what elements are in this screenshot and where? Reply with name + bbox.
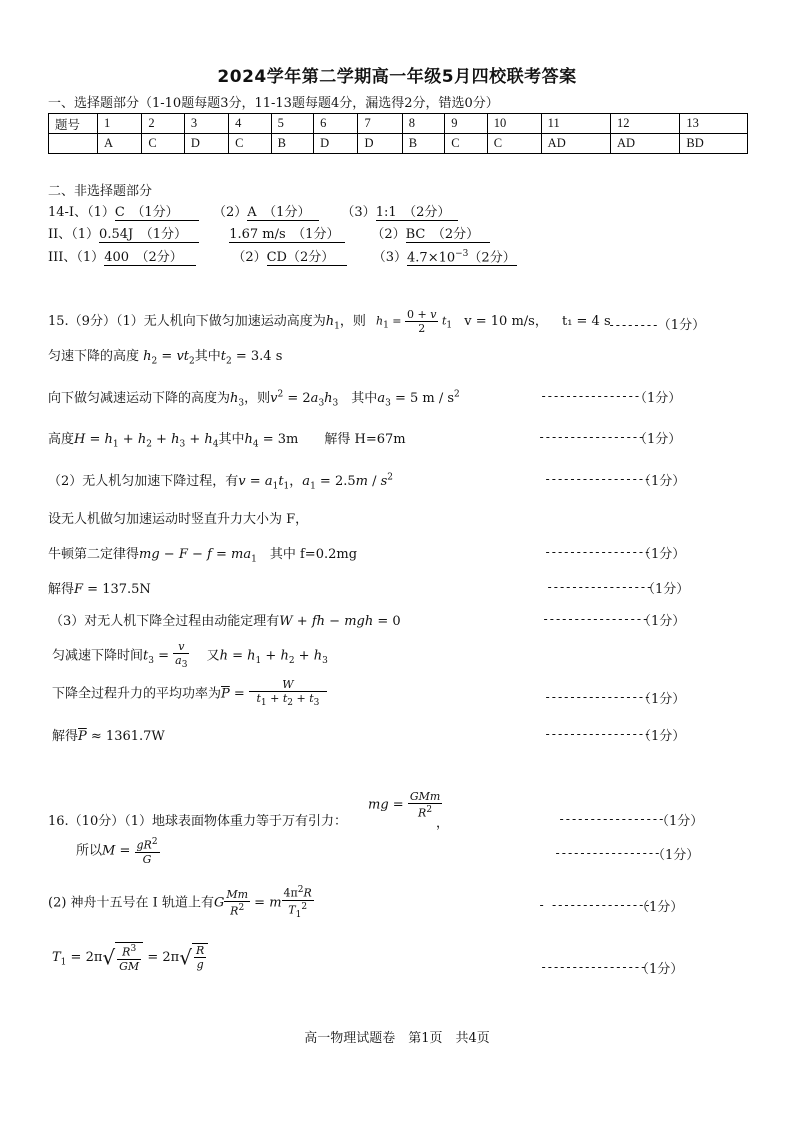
q15-line-12: 解得$\overline{P} \approx 1361.7W$ [52,729,165,744]
q14-3-line [48,246,517,266]
table-cell: 8 [402,114,444,134]
q14-3-label-3: （3） [372,250,408,265]
q14-2-answer-2: 1.67 m/s （1分） [229,228,345,243]
table-cell: 3 [184,114,228,134]
q16-formula-1: mg = $\frac{\text{GMm}}{R^2}$ [368,790,441,820]
q16-dash-3: - ---------------- [538,898,651,912]
q14-2-label-3: （2） [371,227,406,242]
q14-2-line [48,223,490,243]
q16-points-2: （1分） [652,848,700,863]
q16-line-2: 所以M = $\frac{gR^2}{G}$ [76,837,158,866]
table-cell: 10 [487,114,541,134]
answer-table [48,113,748,154]
q15-points-4: （1分） [634,432,682,447]
q15-dash-4: ----------------- [538,430,644,444]
q15-dash-8: ----------------- [546,580,652,594]
q14-3-label-2: （2） [232,250,267,265]
section2-heading: 二、非选择题部分 [48,184,153,199]
q15-dash-11: ----------------- [544,690,650,704]
q14-1-label-3: （3） [341,205,376,220]
q15-dash-5: ----------------- [544,472,650,486]
q14-2-answer-1: 0.54J （1分） [99,228,199,243]
q14-1-line [48,201,458,221]
section1-heading: 一、选择题部分（1-10题每题3分，11-13题每题4分，漏选得2分，错选0分） [48,96,499,111]
q15-line-6: 设无人机做匀加速运动时竖直升力大小为 F， [48,512,309,527]
q15-points-11: （1分） [638,692,686,707]
q15-line-4: 高度$H = h_1 + h_2 + h_3 + h_4$其中$h_4 = 3m$ 解得 H=67m [48,432,406,450]
q16-line-1: 16.（10分）（1）地球表面物体重力等于万有引力： [48,814,347,829]
q16-line-3: (2) 神舟十五号在 I 轨道上有G $\frac{Mm}{R^2}$ = m $\frac{4\pi^2R}{T_1^2}$ [48,885,312,920]
q14-1-label-2: （2） [212,205,248,220]
q14-1-answer-1: C （1分） [115,206,199,221]
q16-points-3: （1分） [636,900,684,915]
table-cell: B [402,134,444,154]
q15-points-9: （1分） [638,614,686,629]
table-cell: 7 [358,114,402,134]
page-title: 2024学年第二学期高一年级5月四校联考答案 [217,67,577,87]
table-row-answers [49,134,748,154]
table-cell: 12 [611,114,680,134]
q15-line-11: 下降全过程升力的平均功率为$\overline{P}$ = $\frac{W}{t_1 + t_2 + t_3}$ [52,678,327,710]
q15-line-8: 解得F = 137.5N [48,582,151,597]
table-cell: AD [541,134,610,154]
table-cell: 6 [314,114,358,134]
q15-dash-1: --------（1分） [608,318,706,333]
q15-dash-7: ----------------- [544,545,650,559]
q14-2-answer-3: BC （2分） [406,228,490,243]
q14-1-answer-2: A （1分） [247,206,319,221]
q15-line-5: （2）无人机匀加速下降过程，有$v = a_1t_1$，$a_1 = 2.5m / s^2$ [48,472,394,492]
table-cell: B [271,134,313,154]
table-cell: D [184,134,228,154]
table-cell: D [358,134,402,154]
q14-1-answer-3: 1:1 （2分） [376,206,458,221]
q15-line-1: 15.（9分）（1）无人机向下做匀加速运动高度为$h_1$，则 $h_1$ = $\frac{0 + v}{2}$ $t_1$ v = 10 m/s， t₁ = 4 s [48,308,611,335]
table-row-numbers [49,114,748,134]
table-cell: C [229,134,271,154]
q15-points-3: （1分） [634,391,682,406]
q15-line-10: 匀减速下降时间$t_3$ = $\frac{v}{a_3}$ 又$h = h_1 + h_2 + h_3$ [52,640,328,671]
q14-3-answer-2: CD（2分） [267,251,347,266]
table-cell: 5 [271,114,313,134]
table-cell: A [98,134,142,154]
page-footer: 高一物理试题卷 第1页 共4页 [304,1031,490,1046]
q15-points-5: （1分） [638,474,686,489]
q16-comma: ， [436,816,450,831]
q16-dash-4: ----------------- [540,960,646,974]
table-cell: 1 [98,114,142,134]
q15-dash-9: ----------------- [542,612,648,626]
table-cell: 2 [142,114,184,134]
table-cell: C [487,134,541,154]
q15-formula-h1: $h_1$ = $\frac{0 + v}{2}$ $t_1$ [375,308,453,335]
q15-dash-12: ----------------- [544,727,650,741]
table-cell: 9 [445,114,487,134]
q16-dash-1: ----------------- [558,812,664,826]
q14-3-answer-1: 400 （2分） [104,251,196,266]
q15-points-8: （1分） [642,582,690,597]
table-header-cell: 题号 [49,114,98,134]
q15-line-7: 牛顿第二定律得mg − $F - f = ma_1$ 其中 f=0.2mg [48,547,358,565]
table-cell: BD [680,134,748,154]
q16-points-1: （1分） [656,814,704,829]
q15-line-9: （3）对无人机下降全过程由动能定理有W + fh − mgh = 0 [50,614,401,629]
q15-line-2: 匀速下降的高度 $h_2 = vt_2$其中$t_2 = 3.4$ s [48,349,283,367]
table-cell: 4 [229,114,271,134]
table-cell: C [445,134,487,154]
q14-2-prefix: II、（1） [48,227,100,242]
table-cell: D [314,134,358,154]
q14-1-prefix: 14-I、（1） [48,205,115,220]
q15-dash-3: ---------------- [540,389,640,403]
table-cell: C [142,134,184,154]
q16-points-4: （1分） [636,962,684,977]
table-header-cell-empty [49,134,98,154]
q15-points-12: （1分） [638,729,686,744]
table-cell: 11 [541,114,610,134]
q16-line-4: $T_1 = 2\pi√$ $\frac{R^3}{GM}$ = 2π√ $\frac{R}{g}$ [52,942,208,973]
table-cell: AD [611,134,680,154]
q15-points-7: （1分） [638,547,686,562]
q14-3-prefix: III、（1） [48,250,105,265]
q16-dash-2: ----------------- [554,846,660,860]
q14-3-answer-3: $4.7\times 10^{-3}(2$分） [407,248,516,265]
table-cell: 13 [680,114,748,134]
q15-line-3: 向下做匀减速运动下降的高度为$h_3$，则$v^2 = 2a_3h_3$ 其中$a_3 = 5$ m / $s^2$ [48,389,460,409]
